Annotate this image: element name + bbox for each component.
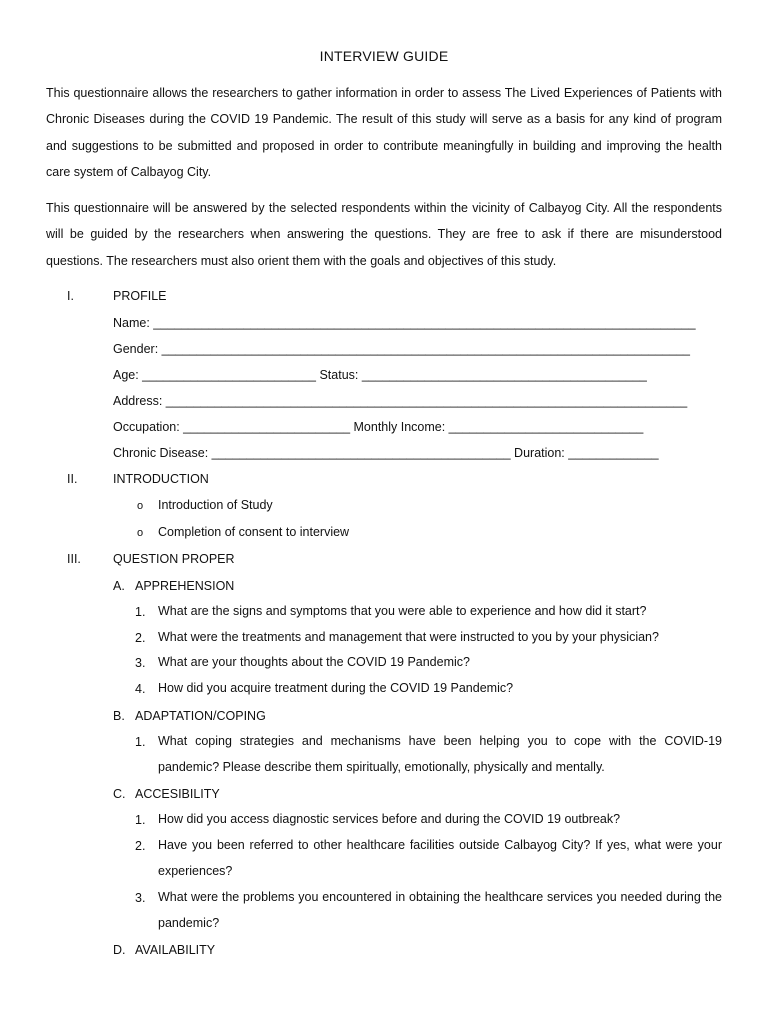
question-text: What coping strategies and mechanisms have been helping you to cope with the COVID-19 pandemic? Please describe them spiritually, emotionally, physically and mentally.	[158, 734, 722, 774]
field-gender: Gender: ____________________________________________________________________________	[113, 342, 690, 356]
list-item: Introduction of Study	[158, 498, 273, 512]
question-text: How did you access diagnostic services before and during the COVID 19 outbreak?	[158, 812, 621, 826]
section-numeral-question-proper: III.	[67, 552, 81, 566]
question-text: What are the signs and symptoms that you were able to experience and how did it start?	[158, 604, 647, 618]
question-number: 3.	[135, 656, 146, 670]
section-heading-question-proper: QUESTION PROPER	[113, 552, 235, 566]
question-number: 1.	[135, 813, 146, 827]
section-numeral-introduction: II.	[67, 472, 78, 486]
field-name: Name: ______________________________________________________________________________	[113, 316, 696, 330]
subsection-heading-adaptation: ADAPTATION/COPING	[135, 709, 266, 723]
subsection-letter: A.	[113, 579, 125, 593]
section-heading-profile: PROFILE	[113, 289, 167, 303]
field-age-status: Age: _________________________ Status: _________________________________________	[113, 368, 647, 382]
question-text: What are your thoughts about the COVID 19 Pandemic?	[158, 655, 470, 669]
question-number: 1.	[135, 735, 146, 749]
page-title: INTERVIEW GUIDE	[319, 48, 449, 64]
question-number: 4.	[135, 682, 146, 696]
field-disease-duration: Chronic Disease: ___________________________________________ Duration: _____________	[113, 446, 659, 460]
intro-paragraph-1: This questionnaire allows the researchers to gather information in order to assess The Lived Experiences of Patients with Chronic Diseases during the COVID 19 Pandemic. The result of this study will serve as a basis for any kind of program and suggestions to be submitted and proposed in order to contribute meaningfully in building and improving the health care system of Calbayog City.	[46, 86, 722, 179]
question-text: What were the treatments and management that were instructed to you by your physician?	[158, 630, 659, 644]
question-number: 3.	[135, 891, 146, 905]
field-address: Address: ___________________________________________________________________________	[113, 394, 688, 408]
question-number: 1.	[135, 605, 146, 619]
question-text: How did you acquire treatment during the COVID 19 Pandemic?	[158, 681, 514, 695]
subsection-letter: C.	[113, 787, 126, 801]
subsection-heading-accesibility: ACCESIBILITY	[135, 787, 220, 801]
section-numeral-profile: I.	[67, 289, 74, 303]
subsection-heading-availability: AVAILABILITY	[135, 943, 216, 957]
question-text: What were the problems you encountered in obtaining the healthcare services you needed during the pandemic?	[158, 890, 722, 930]
subsection-heading-apprehension: APPREHENSION	[135, 579, 235, 593]
section-heading-introduction: INTRODUCTION	[113, 472, 209, 486]
field-occupation-income: Occupation: ________________________ Monthly Income: ____________________________	[113, 420, 644, 434]
list-item: Completion of consent to interview	[158, 525, 350, 539]
bullet-icon: o	[137, 527, 144, 539]
bullet-icon: o	[137, 500, 144, 512]
question-text: Have you been referred to other healthcare facilities outside Calbayog City? If yes, what were your experiences?	[158, 838, 722, 878]
question-number: 2.	[135, 839, 146, 853]
subsection-letter: D.	[113, 943, 126, 957]
subsection-letter: B.	[113, 709, 125, 723]
question-number: 2.	[135, 631, 146, 645]
intro-paragraph-2: This questionnaire will be answered by the selected respondents within the vicinity of Calbayog City. All the respondents will be guided by the researchers when answering the questions. They are free to ask if there are misunderstood questions. The researchers must also orient them with the goals and objectives of this study.	[46, 201, 722, 268]
